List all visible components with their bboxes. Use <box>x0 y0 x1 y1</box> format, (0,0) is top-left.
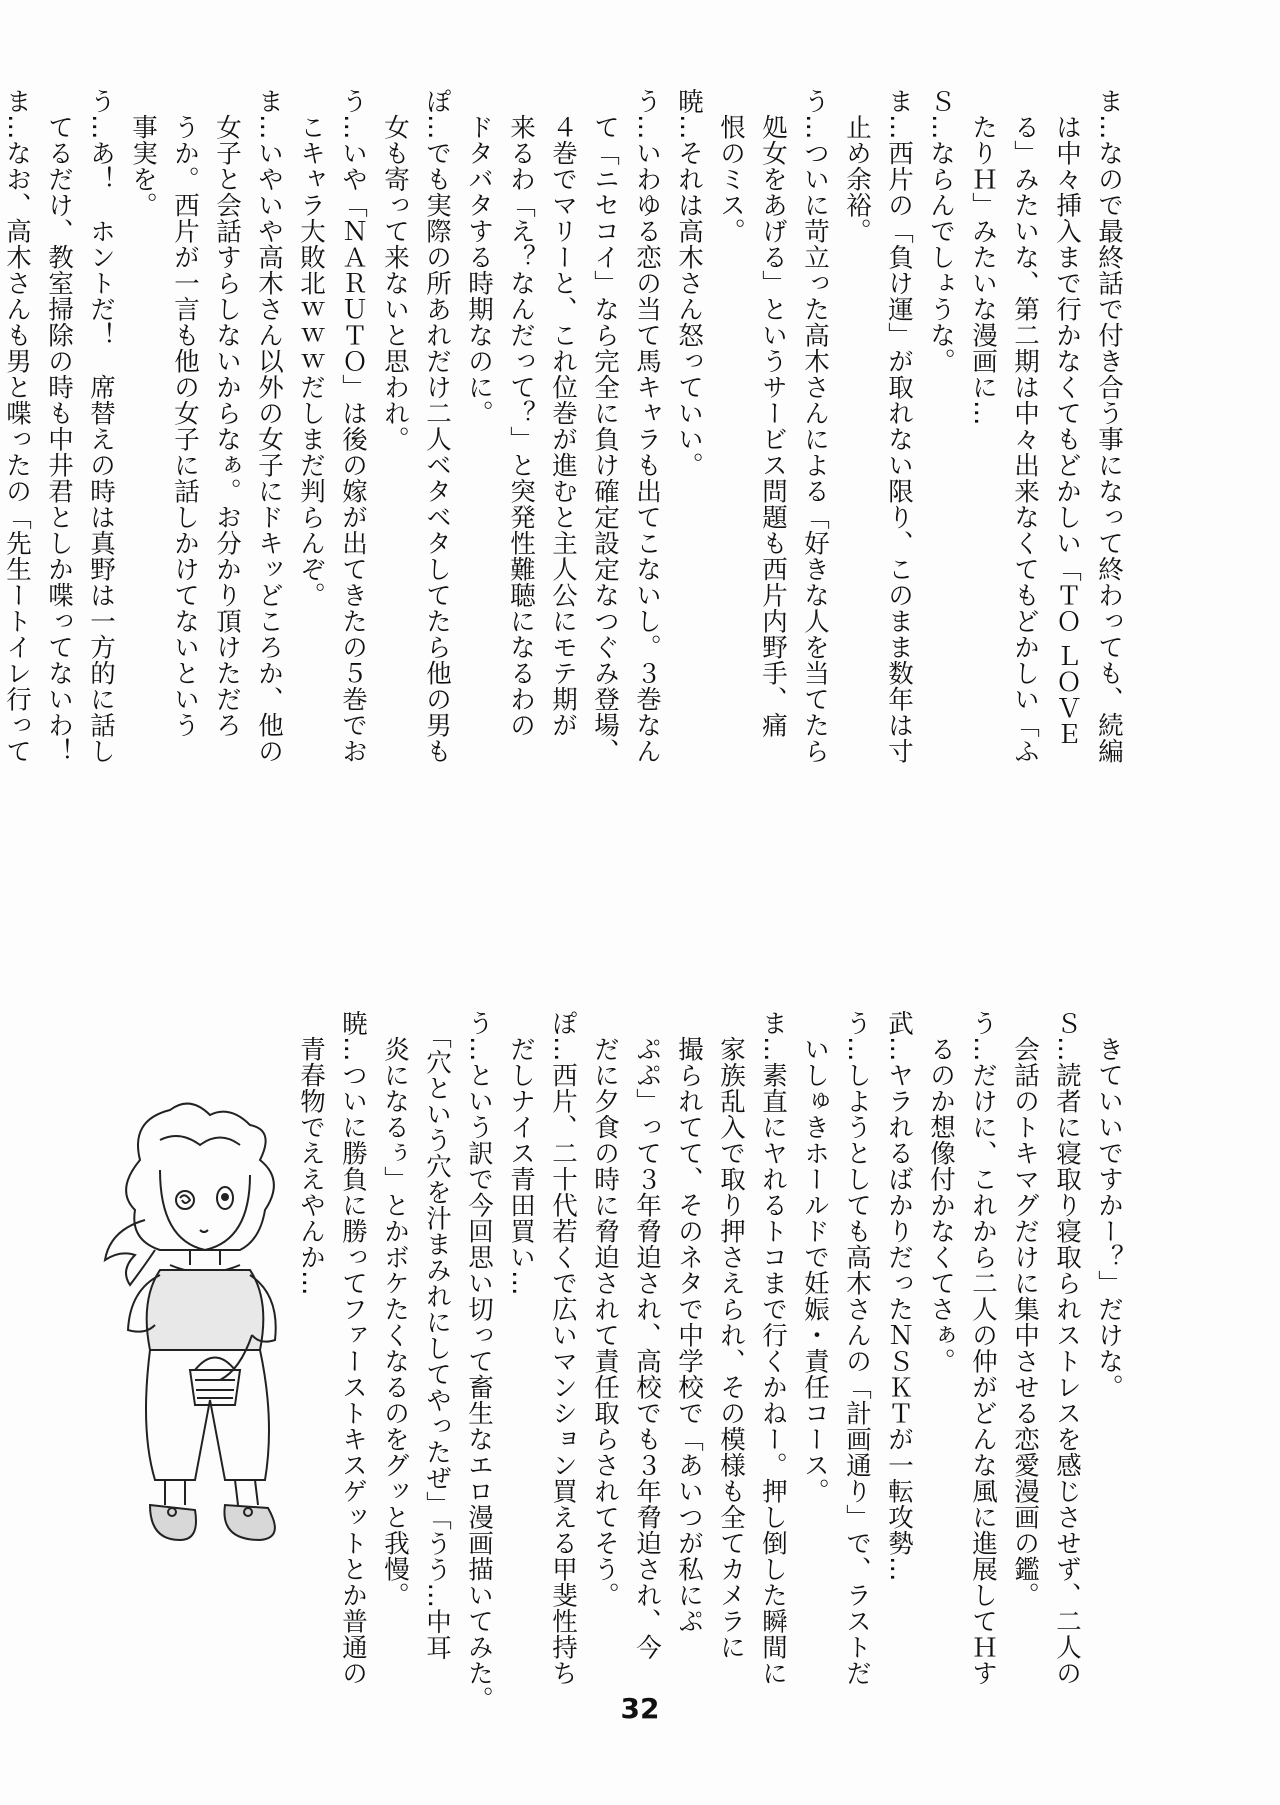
dialogue-line: 恨のミス。 <box>716 88 746 244</box>
dialogue-line: ま…なお、高木さんも男と喋ったの「先生ートイレ行って <box>2 88 32 764</box>
dialogue-line: Ｓ…ならんでしょうな。 <box>926 88 956 374</box>
dialogue-line: る」みたいな、第二期は中々出来なくてもどかしい「ふ <box>1010 88 1040 764</box>
dialogue-line: ま…素直にヤれるトコまで行くかねー。押し倒した瞬間に <box>758 1010 788 1686</box>
dialogue-line: 暁…それは高木さん怒っていい。 <box>674 88 704 478</box>
dialogue-block-top <box>0 88 1130 868</box>
dialogue-line: 青春物でええやんか… <box>296 1010 326 1296</box>
dialogue-line: 「穴という穴を汁まみれにしてやったぜ」「うう…中耳 <box>422 1010 452 1661</box>
dialogue-line: ドタバタする時期なのに。 <box>464 88 494 426</box>
dialogue-line: るのか想像付かなくてさぁ。 <box>926 1010 956 1374</box>
dialogue-line: だしナイス青田買い… <box>506 1010 536 1296</box>
dialogue-line: いしゅきホールドで妊娠・責任コース。 <box>800 1010 830 1504</box>
dialogue-line: 止め余裕。 <box>842 88 872 244</box>
dialogue-line: うか。西片が一言も他の女子に話しかけてないという <box>170 88 200 738</box>
dialogue-line: う…あ！ ホントだ！ 席替えの時は真野は一方的に話し <box>86 88 116 764</box>
dialogue-line: ぽ…西片、二十代若くで広いマンション買える甲斐性持ち <box>548 1010 578 1686</box>
dialogue-line: て「ニセコイ」なら完全に負け確定設定なつぐみ登場、 <box>590 88 620 764</box>
dialogue-line: う…いわゆる恋の当て馬キャラも出てこないし。３巻なん <box>632 88 662 764</box>
dialogue-line: 家族乱入で取り押さえられ、その模様も全てカメラに <box>716 1010 746 1660</box>
dialogue-line: てるだけ、教室掃除の時も中井君としか喋ってないわ！ <box>44 88 74 764</box>
dialogue-line: う…だけに、これから二人の仲がどんな風に進展してＨす <box>968 1010 998 1686</box>
dialogue-line: 女も寄って来ないと思われ。 <box>380 88 410 452</box>
dialogue-line: きていいですかー？」だけな。 <box>1094 1010 1124 1400</box>
dialogue-line: こキャラ大敗北ｗｗｗだしまだ判らんぞ。 <box>296 88 326 608</box>
dialogue-line: たりＨ」みたいな漫画に… <box>968 88 998 426</box>
dialogue-line: ま…いやいや高木さん以外の女子にドキッどころか、他の <box>254 88 284 764</box>
page-number: 32 <box>620 1692 660 1725</box>
dialogue-line: 処女をあげる」というサービス問題も西片内野手、痛 <box>758 88 788 738</box>
dialogue-line: Ｓ…読者に寝取り寝取られストレスを感じさせず、二人の <box>1052 1010 1082 1686</box>
dialogue-line: 炎になるぅ」とかボケたくなるのをグッと我慢。 <box>380 1010 410 1608</box>
girl-illustration <box>100 1100 310 1560</box>
dialogue-line: う…しようとしても高木さんの「計画通り」で、ラストだ <box>842 1010 872 1686</box>
dialogue-line: う…という訳で今回思い切って畜生なエロ漫画描いてみた。 <box>464 1010 494 1712</box>
dialogue-line: う…ついに苛立った高木さんによる「好きな人を当てたら <box>800 88 830 764</box>
dialogue-line: 事実を。 <box>128 88 158 218</box>
dialogue-line: ま…西片の「負け運」が取れない限り、このまま数年は寸 <box>884 88 914 764</box>
dialogue-line: だに夕食の時に脅迫されて責任取らされてそう。 <box>590 1010 620 1608</box>
dialogue-line: う…いや「ＮＡＲＵＴＯ」は後の嫁が出てきたの５巻でお <box>338 88 368 764</box>
dialogue-line: 会話のトキマグだけに集中させる恋愛漫画の鑑。 <box>1010 1010 1040 1608</box>
dialogue-line: 暁…ついに勝負に勝ってファーストキスゲットとか普通の <box>338 1010 368 1686</box>
dialogue-line: ぽ…でも実際の所あれだけ二人ベタベタしてたら他の男も <box>422 88 452 764</box>
dialogue-line: 武…ヤラれるばかりだったＮＳＫＴが一転攻勢… <box>884 1010 914 1582</box>
dialogue-line: ぷぷ」って３年脅迫され、高校でも３年脅迫され、今 <box>632 1010 662 1660</box>
dialogue-line: 撮られてて、そのネタで中学校で「あいつが私にぷ <box>674 1010 704 1634</box>
dialogue-line: は中々挿入まで行かなくてもどかしい「ＴＯ ＬＯＶＥ <box>1052 88 1082 747</box>
dialogue-line: ４巻でマリーと、これ位巻が進むと主人公にモテ期が <box>548 88 578 738</box>
dialogue-line: ま…なので最終話で付き合う事になって終わっても、続編 <box>1094 88 1124 764</box>
dialogue-line: 来るわ「え？なんだって？」と突発性難聴になるわの <box>506 88 536 738</box>
dialogue-line: 女子と会話すらしないからなぁ。お分かり頂けただろ <box>212 88 242 738</box>
